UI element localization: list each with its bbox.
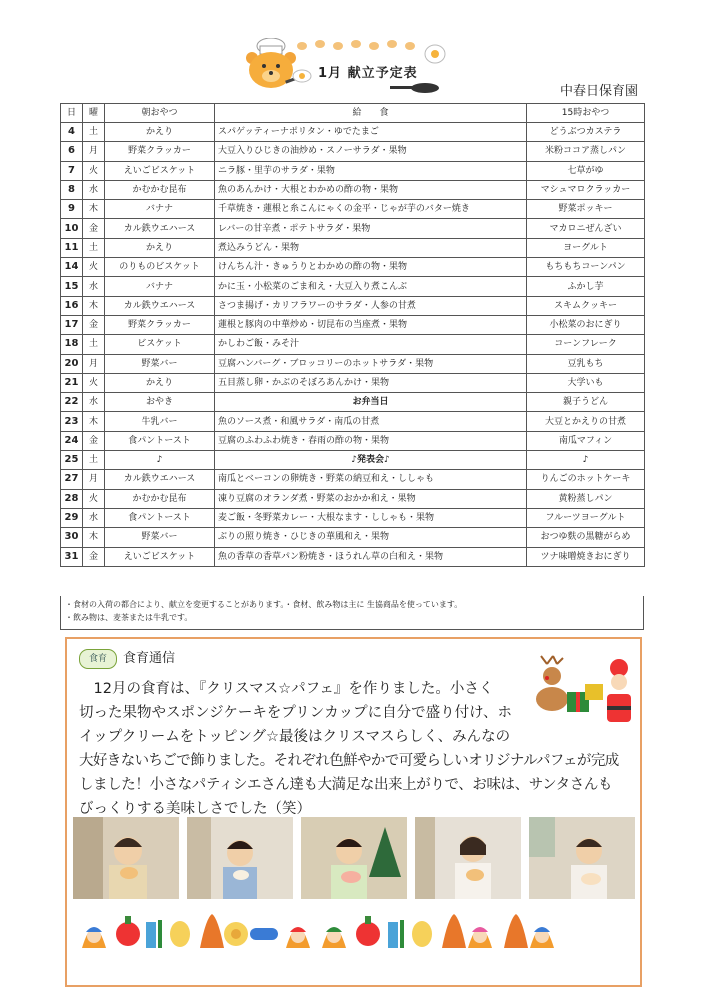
table-row: [61, 508, 645, 527]
weekday-cell: 土: [83, 335, 105, 354]
food-education-badge: 食育: [79, 649, 117, 669]
morning-snack-cell: カル鉄ウエハース: [105, 470, 215, 489]
column-header: 15時おやつ: [527, 104, 645, 123]
table-row: [61, 335, 645, 354]
column-header: 日: [61, 104, 83, 123]
page-header: [0, 0, 707, 100]
note-line: ・食材の入荷の都合により、献立を変更することがあります。・食材、飲み物は主に 生協商品を使っています。: [65, 600, 463, 609]
day-cell: 4: [61, 123, 83, 142]
table-row: [61, 296, 645, 315]
morning-snack-cell: おやき: [105, 393, 215, 412]
weekday-cell: 土: [83, 451, 105, 470]
day-cell: 25: [61, 451, 83, 470]
column-header: 給 食: [215, 104, 527, 123]
lunch-cell: 豆腐ハンバーグ・ブロッコリーのホットサラダ・果物: [215, 354, 527, 373]
day-cell: 9: [61, 200, 83, 219]
child-photo: [415, 817, 521, 899]
table-row: [61, 238, 645, 257]
afternoon-snack-cell: どうぶつカステラ: [527, 123, 645, 142]
page-title: 1月 献立予定表: [318, 66, 418, 81]
day-cell: 8: [61, 180, 83, 199]
lunch-cell: 大豆入りひじきの油炒め・スノーサラダ・果物: [215, 142, 527, 161]
news-line: びっくりする美味しさでした（笑）: [79, 801, 311, 817]
weekday-cell: 土: [83, 238, 105, 257]
table-row: [61, 489, 645, 508]
morning-snack-cell: 食パントースト: [105, 508, 215, 527]
day-cell: 23: [61, 412, 83, 431]
day-cell: 22: [61, 393, 83, 412]
afternoon-snack-cell: 南瓜マフィン: [527, 431, 645, 450]
table-row: [61, 451, 645, 470]
morning-snack-cell: 野菜クラッカー: [105, 315, 215, 334]
weekday-cell: 木: [83, 200, 105, 219]
note-line: ・飲み物は、麦茶または牛乳です。: [65, 613, 193, 622]
lunch-cell: かに玉・小松菜のごま和え・大豆入り煮こんぶ: [215, 277, 527, 296]
morning-snack-cell: 野菜バー: [105, 528, 215, 547]
morning-snack-cell: えいごビスケット: [105, 161, 215, 180]
day-cell: 31: [61, 547, 83, 566]
afternoon-snack-cell: マシュマロクラッカー: [527, 180, 645, 199]
news-line: 大好きないちごで飾りました。それぞれ色鮮やかで可愛らしいオリジナルパフェが完成: [79, 753, 619, 769]
day-cell: 16: [61, 296, 83, 315]
lunch-cell: お弁当日: [215, 393, 527, 412]
weekday-cell: 火: [83, 489, 105, 508]
lunch-cell: かしわご飯・みそ汁: [215, 335, 527, 354]
lunch-cell: さつま揚げ・カリフラワーのサラダ・人参の甘煮: [215, 296, 527, 315]
afternoon-snack-cell: 黄粉蒸しパン: [527, 489, 645, 508]
afternoon-snack-cell: コーンフレーク: [527, 335, 645, 354]
morning-snack-cell: えいごビスケット: [105, 547, 215, 566]
afternoon-snack-cell: ♪: [527, 451, 645, 470]
lunch-cell: ぶりの照り焼き・ひじきの華風和え・果物: [215, 528, 527, 547]
afternoon-snack-cell: マカロニぜんざい: [527, 219, 645, 238]
afternoon-snack-cell: スキムクッキー: [527, 296, 645, 315]
day-cell: 15: [61, 277, 83, 296]
table-header-row: [61, 104, 645, 123]
table-row: [61, 200, 645, 219]
day-cell: 7: [61, 161, 83, 180]
afternoon-snack-cell: ふかし芋: [527, 277, 645, 296]
table-row: [61, 161, 645, 180]
table-row: [61, 470, 645, 489]
news-body: [79, 677, 639, 821]
weekday-cell: 火: [83, 161, 105, 180]
weekday-cell: 金: [83, 431, 105, 450]
lunch-cell: 魚のあんかけ・大根とわかめの酢の物・果物: [215, 180, 527, 199]
school-name: 中春日保育園: [560, 84, 639, 99]
morning-snack-cell: 野菜クラッカー: [105, 142, 215, 161]
table-row: [61, 180, 645, 199]
weekday-cell: 木: [83, 412, 105, 431]
table-row: [61, 431, 645, 450]
table-row: [61, 547, 645, 566]
afternoon-snack-cell: 米粉ココア蒸しパン: [527, 142, 645, 161]
afternoon-snack-cell: 豆乳もち: [527, 354, 645, 373]
child-photo: [301, 817, 407, 899]
weekday-cell: 土: [83, 123, 105, 142]
morning-snack-cell: バナナ: [105, 200, 215, 219]
weekday-cell: 水: [83, 508, 105, 527]
news-line: イップクリームをトッピング☆最後はクリスマスらしく、みんなの: [79, 729, 511, 745]
child-photo: [73, 817, 179, 899]
lunch-cell: けんちん汁・きゅうりとわかめの酢の物・果物: [215, 258, 527, 277]
morning-snack-cell: ビスケット: [105, 335, 215, 354]
lunch-cell: 煮込みうどん・果物: [215, 238, 527, 257]
morning-snack-cell: かむかむ昆布: [105, 180, 215, 199]
day-cell: 17: [61, 315, 83, 334]
menu-table-body: [61, 123, 645, 567]
morning-snack-cell: 野菜バー: [105, 354, 215, 373]
morning-snack-cell: 牛乳バー: [105, 412, 215, 431]
lunch-cell: ♪発表会♪: [215, 451, 527, 470]
afternoon-snack-cell: 野菜ポッキー: [527, 200, 645, 219]
table-row: [61, 528, 645, 547]
afternoon-snack-cell: ヨーグルト: [527, 238, 645, 257]
weekday-cell: 金: [83, 219, 105, 238]
column-header: 朝おやつ: [105, 104, 215, 123]
afternoon-snack-cell: 親子うどん: [527, 393, 645, 412]
weekday-cell: 月: [83, 470, 105, 489]
menu-table: [60, 103, 645, 567]
weekday-cell: 木: [83, 296, 105, 315]
lunch-cell: 五目蒸し卵・かぶのそぼろあんかけ・果物: [215, 373, 527, 392]
morning-snack-cell: カル鉄ウエハース: [105, 219, 215, 238]
news-line: しました！小さなパティシエさん達も大満足な出来上がりで、お味は、サンタさんも: [79, 777, 613, 793]
day-cell: 29: [61, 508, 83, 527]
afternoon-snack-cell: 大豆とかえりの甘煮: [527, 412, 645, 431]
table-row: [61, 393, 645, 412]
morning-snack-cell: バナナ: [105, 277, 215, 296]
table-row: [61, 412, 645, 431]
morning-snack-cell: かむかむ昆布: [105, 489, 215, 508]
table-row: [61, 258, 645, 277]
day-cell: 14: [61, 258, 83, 277]
afternoon-snack-cell: ツナ味噌焼きおにぎり: [527, 547, 645, 566]
afternoon-snack-cell: りんごのホットケーキ: [527, 470, 645, 489]
morning-snack-cell: 食パントースト: [105, 431, 215, 450]
day-cell: 24: [61, 431, 83, 450]
table-row: [61, 142, 645, 161]
weekday-cell: 金: [83, 315, 105, 334]
afternoon-snack-cell: 大学いも: [527, 373, 645, 392]
lunch-cell: スパゲッティーナポリタン・ゆでたまご: [215, 123, 527, 142]
lunch-cell: 南瓜とベーコンの卵焼き・野菜の納豆和え・ししゃも: [215, 470, 527, 489]
lunch-cell: 魚の香草の香草パン粉焼き・ほうれん草の白和え・果物: [215, 547, 527, 566]
afternoon-snack-cell: フルーツヨーグルト: [527, 508, 645, 527]
lunch-cell: 豆腐のふわふわ焼き・春雨の酢の物・果物: [215, 431, 527, 450]
day-cell: 6: [61, 142, 83, 161]
lunch-cell: 千草焼き・蓮根と糸こんにゃくの金平・じゃが芋のバター焼き: [215, 200, 527, 219]
lunch-cell: ニラ豚・里芋のサラダ・果物: [215, 161, 527, 180]
lunch-cell: 魚のソース煮・和風サラダ・南瓜の甘煮: [215, 412, 527, 431]
day-cell: 11: [61, 238, 83, 257]
afternoon-snack-cell: おつゆ麩の黒糖がらめ: [527, 528, 645, 547]
day-cell: 20: [61, 354, 83, 373]
news-line: 12月の食育は、『クリスマス☆パフェ』を作りました。小さく: [79, 681, 494, 697]
weekday-cell: 火: [83, 258, 105, 277]
weekday-cell: 水: [83, 393, 105, 412]
afternoon-snack-cell: 七草がゆ: [527, 161, 645, 180]
table-row: [61, 315, 645, 334]
day-cell: 28: [61, 489, 83, 508]
news-line: 切った果物やスポンジケーキをプリンカップに自分で盛り付け、ホ: [79, 705, 513, 721]
morning-snack-cell: かえり: [105, 123, 215, 142]
footer-decoration-icon: [78, 912, 638, 952]
column-header: 曜: [83, 104, 105, 123]
afternoon-snack-cell: もちもちコーンパン: [527, 258, 645, 277]
lunch-cell: 凍り豆腐のオランダ煮・野菜のおかか和え・果物: [215, 489, 527, 508]
morning-snack-cell: のりものビスケット: [105, 258, 215, 277]
table-row: [61, 373, 645, 392]
lunch-cell: 蓮根と豚肉の中華炒め・切昆布の当座煮・果物: [215, 315, 527, 334]
weekday-cell: 金: [83, 547, 105, 566]
table-row: [61, 354, 645, 373]
morning-snack-cell: カル鉄ウエハース: [105, 296, 215, 315]
photo-strip: [73, 817, 635, 899]
child-photo: [529, 817, 635, 899]
day-cell: 21: [61, 373, 83, 392]
table-row: [61, 219, 645, 238]
weekday-cell: 水: [83, 277, 105, 296]
table-row: [61, 277, 645, 296]
weekday-cell: 月: [83, 142, 105, 161]
morning-snack-cell: ♪: [105, 451, 215, 470]
weekday-cell: 火: [83, 373, 105, 392]
weekday-cell: 月: [83, 354, 105, 373]
table-row: [61, 123, 645, 142]
child-photo: [187, 817, 293, 899]
lunch-cell: レバーの甘辛煮・ポテトサラダ・果物: [215, 219, 527, 238]
notes-box: [60, 596, 644, 630]
day-cell: 27: [61, 470, 83, 489]
weekday-cell: 木: [83, 528, 105, 547]
day-cell: 10: [61, 219, 83, 238]
lunch-cell: 麦ご飯・冬野菜カレー・大根なます・ししゃも・果物: [215, 508, 527, 527]
weekday-cell: 水: [83, 180, 105, 199]
day-cell: 30: [61, 528, 83, 547]
news-title: 食育通信: [123, 651, 176, 666]
morning-snack-cell: かえり: [105, 238, 215, 257]
morning-snack-cell: かえり: [105, 373, 215, 392]
day-cell: 18: [61, 335, 83, 354]
afternoon-snack-cell: 小松菜のおにぎり: [527, 315, 645, 334]
